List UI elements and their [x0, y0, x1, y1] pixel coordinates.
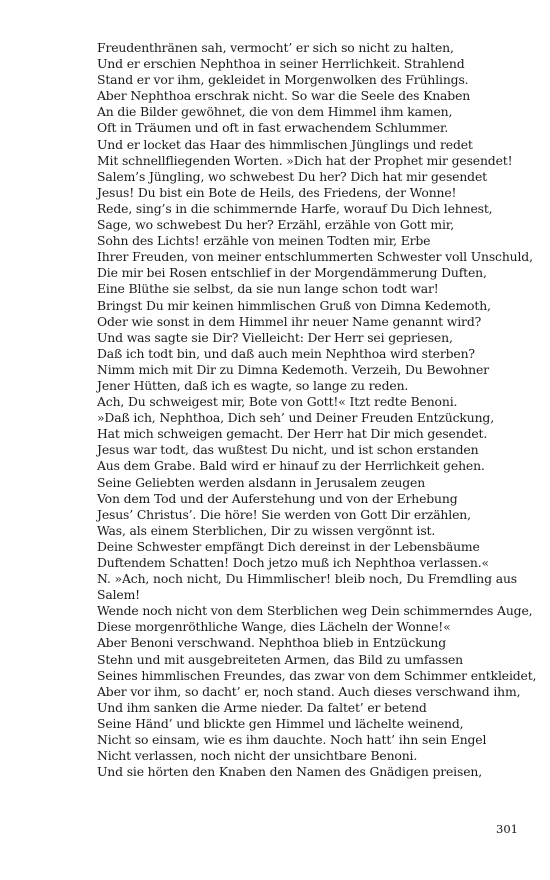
text-line: Eine Blüthe sie selbst, da sie nun lange schon todt war!	[97, 281, 439, 297]
text-line: Aber Nephthoa erschrak nicht. So war die Seele des Knaben	[97, 88, 471, 104]
text-line: Nicht verlassen, noch nicht der unsichtbare Benoni.	[97, 748, 418, 764]
text-line: Stand er vor ihm, gekleidet in Morgenwolken des Frühlings.	[97, 72, 469, 88]
text-line: Jesus! Du bist ein Bote de Heils, des Friedens, der Wonne!	[97, 184, 457, 200]
text-line: An die Bilder gewöhnet, die von dem Himmel ihm kamen,	[97, 104, 453, 120]
text-line: Wende noch nicht von dem Sterblichen weg Dein schimmerndes Auge,	[97, 603, 533, 619]
text-line: Und ihm sanken die Arme nieder. Da faltet’ er betend	[97, 699, 427, 715]
text-line: Und er erschien Nephthoa in seiner Herrlichkeit. Strahlend	[97, 56, 465, 72]
text-line: Aber vor ihm, so dacht’ er, noch stand. Auch dieses verschwand ihm,	[97, 683, 521, 699]
text-line: Daß ich todt bin, und daß auch mein Nephthoa wird sterben?	[97, 345, 475, 361]
text-line: Bringst Du mir keinen himmlischen Gruß von Dimna Kedemoth,	[97, 297, 491, 313]
text-line: Und was sagte sie Dir? Vielleicht: Der Herr sei gepriesen,	[97, 329, 453, 345]
text-line: Freudenthränen sah, vermocht’ er sich so nicht zu halten,	[97, 40, 454, 55]
text-line: Aus dem Grabe. Bald wird er hinauf zu der Herrlichkeit gehen.	[97, 458, 485, 474]
text-line: Ihrer Freuden, von meiner entschlummerten Schwester voll Unschuld,	[97, 249, 533, 265]
text-line: Deine Schwester empfängt Dich dereinst in der Lebensbäume	[97, 538, 480, 554]
text-line: Salem!	[97, 587, 140, 603]
text-line: Von dem Tod und der Auferstehung und von der Erhebung	[97, 490, 458, 506]
text-line: Und sie hörten den Knaben den Namen des Gnädigen preisen,	[97, 764, 482, 780]
text-line-justified: N. »Ach, noch nicht, Du Himmlischer! bleib noch, Du Fremdling aus	[97, 571, 517, 587]
text-line: Sage, wo schwebest Du her? Erzähl, erzähle von Gott mir,	[97, 217, 454, 233]
text-line: Hat mich schweigen gemacht. Der Herr hat Dir mich gesendet.	[97, 426, 488, 442]
text-line: Salem’s Jüngling, wo schwebest Du her? Dich hat mir gesendet	[97, 168, 487, 184]
text-line: Jener Hütten, daß ich es wagte, so lange zu reden.	[97, 377, 409, 393]
text-line: Stehn und mit ausgebreiteten Armen, das Bild zu umfassen	[97, 651, 463, 667]
text-line: Diese morgenröthliche Wange, dies Lächeln der Wonne!«	[97, 619, 451, 635]
text-line: Rede, sing’s in die schimmernde Harfe, worauf Du Dich lehnest,	[97, 200, 493, 216]
text-line: Seine Händ’ und blickte gen Himmel und lächelte weinend,	[97, 715, 464, 731]
page-number: 301	[496, 822, 518, 836]
text-line: Nimm mich mit Dir zu Dimna Kedemoth. Verzeih, Du Bewohner	[97, 361, 489, 377]
text-line: Jesus war todt, das wußtest Du nicht, und ist schon erstanden	[97, 442, 479, 458]
text-line: Ach, Du schweigest mir, Bote von Gott!« Itzt redte Benoni.	[97, 394, 458, 410]
text-line: Nicht so einsam, wie es ihm dauchte. Noch hatt’ ihn sein Engel	[97, 732, 487, 748]
text-line: Sohn des Lichts! erzähle von meinen Todten mir, Erbe	[97, 233, 431, 249]
text-line: Oder wie sonst in dem Himmel ihr neuer Name genannt wird?	[97, 313, 482, 329]
text-line: Was, als einem Sterblichen, Dir zu wissen vergönnt ist.	[97, 522, 436, 538]
text-line: Oft in Träumen und oft in fast erwachendem Schlummer.	[97, 120, 449, 136]
text-line: Mit schnellfliegenden Worten. »Dich hat der Prophet mir gesendet!	[97, 152, 513, 168]
text-line: Duftendem Schatten! Doch jetzo muß ich Nephthoa verlassen.«	[97, 555, 489, 570]
text-line: »Daß ich, Nephthoa, Dich seh’ und Deiner Freuden Entzückung,	[97, 410, 494, 426]
text-line: Jesus’ Christus’. Die höre! Sie werden von Gott Dir erzählen,	[97, 506, 471, 522]
text-line: Und er locket das Haar des himmlischen Jünglings und redet	[97, 136, 473, 152]
poem-text-block	[97, 40, 537, 780]
text-line: Seine Geliebten werden alsdann in Jerusalem zeugen	[97, 474, 426, 490]
text-line: Seines himmlischen Freundes, das zwar von dem Schimmer entkleidet,	[97, 667, 537, 683]
text-line: Die mir bei Rosen entschlief in der Morgendämmerung Duften,	[97, 265, 487, 281]
text-line: Aber Benoni verschwand. Nephthoa blieb in Entzückung	[97, 635, 446, 651]
